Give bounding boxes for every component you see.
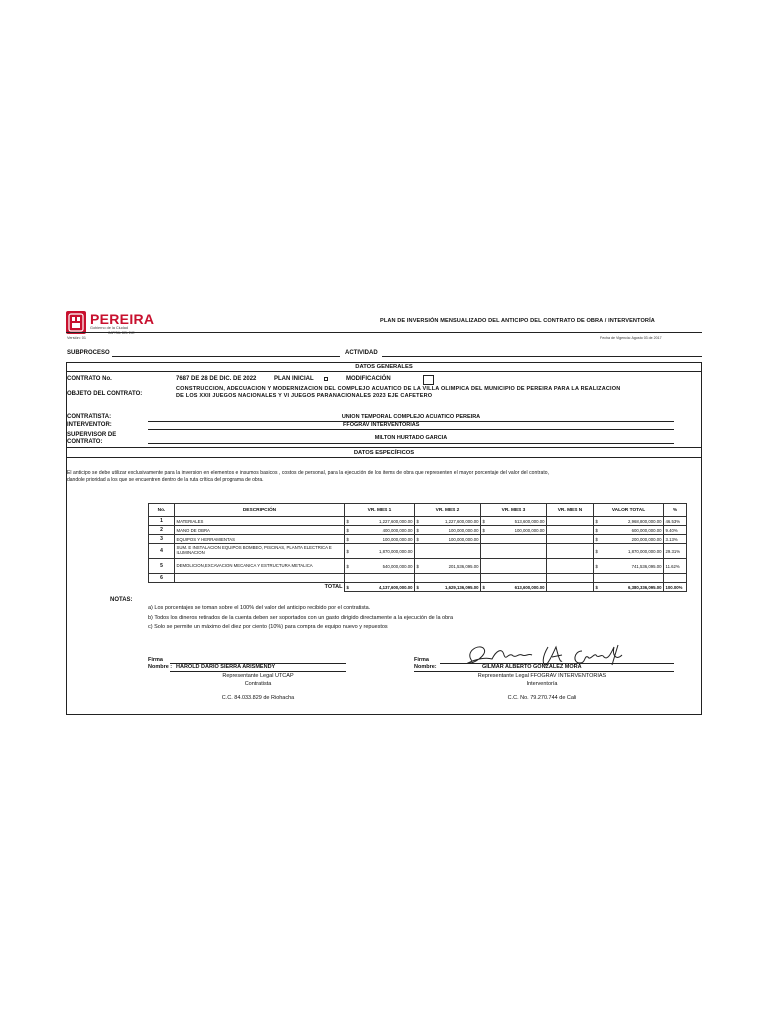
row-mes-3: $ 100,000,000.00 [481,526,547,535]
left-signer-name: HAROLD DARIO SIERRA ARISMENDY [176,664,276,670]
row-mes-2 [415,574,481,583]
total-label: TOTAL [324,584,343,591]
total-valor-total: $ 6,380,336,095.00 [594,583,664,592]
row-total: $ 1,870,000,000.00 [594,544,664,559]
interventor-value: FFOGRAV INTERVENTORIAS [343,422,420,428]
row-mes-2 [415,544,481,559]
row-description: EQUIPOS Y HERRAMIENTAS [175,535,345,544]
row-mes-1: $ 400,000,000.00 [345,526,415,535]
document-title: PLAN DE INVERSIÓN MENSUALIZADO DEL ANTICIPO DEL CONTRATO DE OBRA / INTERVENTORÍA [380,318,655,324]
version-label: Versión: 01 [67,336,86,340]
row-no: 4 [149,544,175,559]
supervisor-value: MILTON HURTADO GARCIA [374,435,448,441]
col-header-mes-3: VR. MES 3 [481,504,547,517]
datos-especificos-header: DATOS ESPECÍFICOS [66,447,702,458]
notas-label: NOTAS: [110,597,133,603]
row-percent [664,574,687,583]
row-no: 2 [149,526,175,535]
row-percent: 11.62% [664,559,687,574]
row-mes-3 [481,544,547,559]
anticipo-paragraph-line-2: dandole prioridad a los que se encuentren dentro de la ruta crítica del programa de obra. [67,477,264,483]
right-role-2: Interventoría [526,681,558,687]
contrato-label: CONTRATO No. [67,376,112,382]
note-a: a) Los porcentajes se toman sobre el 100% del valor del anticipo recibido por el contratista. [148,605,371,611]
row-description: MATERIALES [175,517,345,526]
total-mes-3: $ 613,600,000.00 [481,583,547,592]
row-mes-1 [345,574,415,583]
table-row [149,544,687,559]
interventor-label: INTERVENTOR: [67,422,112,428]
row-mes-3 [481,535,547,544]
table-total-row [149,583,687,592]
row-no: 5 [149,559,175,574]
row-mes-1: $ 540,000,000.00 [345,559,415,574]
objeto-line-1: CONSTRUCCION, ADECUACION Y MODERNIZACION DEL COMPLEJO ACUATICO DE LA VILLA OLIMPICA DEL MUNICIPIO DE PEREIRA PARA LA REALIZACION [176,386,621,392]
table-row [149,559,687,574]
modificacion-label: MODIFICACIÓN [346,376,391,382]
vigencia-label: Fecha de Vigencia: Agosto 03 de 2017 [600,336,662,340]
row-total [594,574,664,583]
left-role-2: Contratista [244,681,272,687]
col-header-percent: % [664,504,687,517]
interventor-underline [148,429,674,430]
plan-inicial-checkbox[interactable] [324,377,328,381]
right-firma-label: Firma [414,657,429,663]
col-header-valor-total: VALOR TOTAL [594,504,664,517]
row-mes-n [547,574,594,583]
row-mes-2: $ 100,000,000.00 [415,535,481,544]
row-percent: 29.31% [664,544,687,559]
row-no: 1 [149,517,175,526]
right-signer-name: GILMAR ALBERTO GONZALEZ MORA [482,664,582,670]
datos-generales-header: DATOS GENERALES [66,362,702,372]
row-mes-n [547,544,594,559]
investment-plan-table [148,503,687,592]
col-header-no: No. [149,504,175,517]
objeto-line-2: DE LOS XXII JUEGOS NACIONALES Y VI JUEGOS PARANACIONALES 2023 EJE CAFETERO [176,393,433,399]
row-mes-1: $ 1,227,600,000.00 [345,517,415,526]
plan-inicial-label: PLAN INICIAL [274,376,314,382]
row-total: $ 2,968,800,000.00 [594,517,664,526]
objeto-label: OBJETO DEL CONTRATO: [67,391,143,397]
contrato-value: 7687 DE 28 DE DIC. DE 2022 [176,376,257,382]
contratista-value: UNION TEMPORAL COMPLEJO ACUATICO PEREIRA [341,414,481,420]
row-mes-n [547,559,594,574]
right-role-1: Representante Legal FFOGRAV INTERVENTORIAS [477,673,607,679]
left-name-line [170,671,346,672]
row-description: DEMOLICION,EXCAVACION MECANICA Y ESTRUCTURA METALICA [175,559,345,574]
row-mes-1: $ 1,870,000,000.00 [345,544,415,559]
row-mes-3 [481,574,547,583]
supervisor-underline [148,443,674,444]
col-header-descripcion: DESCRIPCIÓN [175,504,345,517]
right-cc: C.C. No. 79.270.744 de Cali [507,695,577,701]
right-name-line [414,671,674,672]
note-b: b) Todos los dineros retirados de la cuenta deben ser soportados con un gasto dirigido directamente a la ejecución de la obra [148,615,454,621]
row-description [175,574,345,583]
col-header-mes-n: VR. MES N [547,504,594,517]
row-description: MANO DE OBRA [175,526,345,535]
subproceso-label: SUBPROCESO [67,350,110,356]
row-mes-3 [481,559,547,574]
pereira-logo-icon [66,311,86,334]
modificacion-checkbox[interactable] [423,375,434,385]
col-header-mes-1: VR. MES 1 [345,504,415,517]
left-role-1: Representante Legal UTCAP [222,673,294,679]
table-row [149,526,687,535]
header-divider [66,332,702,333]
supervisor-label-1: SUPERVISOR DE [67,432,117,438]
row-total: $ 600,000,000.00 [594,526,664,535]
subproceso-field[interactable] [112,356,340,357]
left-firma-label: Firma [148,657,163,663]
row-percent: 46.53% [664,517,687,526]
actividad-label: ACTIVIDAD [345,350,378,356]
left-cc: C.C. 84.033.829 de Riohacha [221,695,295,701]
row-description: SUM. E INSTALACION EQUIPOS BOMBEO, PISCINAS, PLANTA ELECTRICA E ILUMINACION [175,544,345,559]
row-no: 3 [149,535,175,544]
total-mes-1: $ 4,137,600,000.00 [345,583,415,592]
logo-wordmark: PEREIRA [90,311,155,327]
row-percent: 3.13% [664,535,687,544]
row-total: $ 741,536,095.00 [594,559,664,574]
row-no: 6 [149,574,175,583]
row-mes-n [547,526,594,535]
row-mes-1: $ 100,000,000.00 [345,535,415,544]
supervisor-label-2: CONTRATO: [67,439,103,445]
table-row [149,517,687,526]
logo-subtitle: Gobierno de la Ciudad [90,326,128,330]
total-mes-n [547,583,594,592]
row-mes-2: $ 201,536,095.00 [415,559,481,574]
table-row [149,535,687,544]
row-percent: 9.40% [664,526,687,535]
table-header-row [149,504,687,517]
row-mes-3: $ 513,600,000.00 [481,517,547,526]
col-header-mes-2: VR. MES 2 [415,504,481,517]
row-mes-n [547,535,594,544]
row-total: $ 200,000,000.00 [594,535,664,544]
table-row [149,574,687,583]
row-mes-2: $ 1,227,600,000.00 [415,517,481,526]
contratista-label: CONTRATISTA: [67,414,112,420]
row-mes-n [547,517,594,526]
logo-tagline: CAPITAL DEL EJE [108,331,135,335]
left-nombre-label: Nombre : [148,664,173,670]
anticipo-paragraph-line-1: El anticipo se debe utilizar exclusivamente para la inversion en elementos e insumos basicos , costos de personal, para la ejecución de los items de obra que representen el mayor porcentaje del valor del contrato, [67,470,550,476]
total-mes-2: $ 1,629,136,095.00 [415,583,481,592]
row-mes-2: $ 100,000,000.00 [415,526,481,535]
right-nombre-label: Nombre: [414,664,437,670]
actividad-field[interactable] [382,356,702,357]
note-c: c) Solo se permite un máximo del diez por ciento (10%) para compra de equipo nuevo y repuestos [148,624,388,630]
total-percent: 100.00% [664,583,687,592]
total-spacer [149,583,175,592]
